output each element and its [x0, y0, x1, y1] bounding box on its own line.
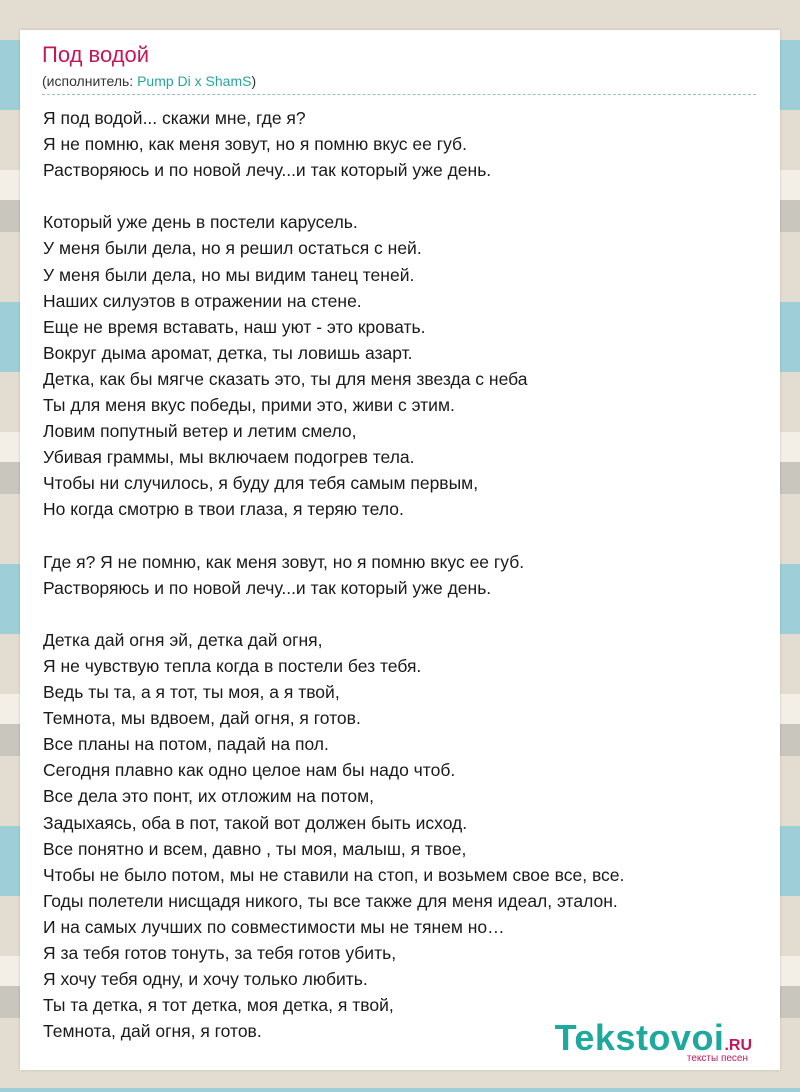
- lyric-line: Я хочу тебя одну, и хочу только любить.: [43, 969, 368, 990]
- artist-suffix: ): [251, 73, 257, 89]
- stanza: [43, 105, 763, 183]
- artist-line: [42, 73, 256, 89]
- lyric-line: Где я? Я не помню, как меня зовут, но я помню вкус ее губ.: [43, 551, 525, 572]
- lyric-line: Детка, как бы мягче сказать это, ты для меня звезда с неба: [43, 368, 528, 389]
- lyric-line: Убивая граммы, мы включаем подогрев тела.: [43, 447, 415, 468]
- lyric-line: Все дела это понт, их отложим на потом,: [43, 786, 375, 807]
- lyric-line: Чтобы не было потом, мы не ставили на стоп, и возьмем свое все, все.: [43, 864, 625, 885]
- lyric-line: Который уже день в постели карусель.: [43, 212, 358, 233]
- lyric-line: Задыхаясь, оба в пот, такой вот должен быть исход.: [43, 812, 468, 833]
- lyric-line: Все понятно и всем, давно , ты моя, малыш, я твое,: [43, 838, 467, 859]
- lyric-line: Сегодня плавно как одно целое нам бы надо чтоб.: [43, 760, 456, 781]
- lyric-line: Я за тебя готов тонуть, за тебя готов убить,: [43, 943, 397, 963]
- lyric-line: Вокруг дыма аромат, детка, ты ловишь азарт.: [43, 342, 413, 363]
- lyric-line: Темнота, дай огня, я готов.: [43, 1021, 262, 1042]
- site-logo[interactable]: [555, 1017, 752, 1064]
- stanza: [43, 549, 763, 601]
- lyrics-card: [20, 30, 780, 1070]
- lyric-line: Годы полетели нисщадя никого, ты все также для меня идеал, эталон.: [43, 890, 618, 911]
- lyric-line: Ты для меня вкус победы, прими это, живи с этим.: [43, 395, 455, 416]
- lyrics-text: [43, 105, 763, 1070]
- song-title: Под водой: [42, 42, 150, 67]
- logo-name: Tekstovoi: [554, 1017, 725, 1058]
- lyric-line: Ведь ты та, а я тот, ты моя, а я твой,: [43, 682, 340, 703]
- lyric-line: Ты та детка, я тот детка, моя детка, я твой,: [43, 995, 394, 1016]
- lyric-line: Еще не время вставать, наш уют - это кровать.: [43, 316, 426, 337]
- lyric-line: Растворяюсь и по новой лечу...и так который уже день.: [43, 577, 492, 598]
- lyric-line: Детка дай огня эй, детка дай огня,: [43, 629, 323, 650]
- artist-prefix: (исполнитель:: [42, 73, 138, 89]
- stanza: [43, 627, 763, 1045]
- lyric-line: Но когда смотрю в твои глаза, я теряю тело.: [43, 499, 404, 520]
- lyric-line: Наших силуэтов в отражении на стене.: [43, 290, 362, 311]
- lyric-line: Я не чувствую тепла когда в постели без тебя.: [43, 655, 422, 676]
- lyric-line: Я под водой... скажи мне, где я?: [43, 108, 306, 128]
- lyric-line: Растворяюсь и по новой лечу...и так который уже день.: [43, 160, 492, 181]
- artist-link[interactable]: Pump Di x ShamS: [137, 73, 252, 89]
- lyric-line: Я не помню, как меня зовут, но я помню вкус ее губ.: [43, 134, 467, 155]
- lyric-line: Темнота, мы вдвоем, дай огня, я готов.: [43, 708, 361, 729]
- lyric-line: Все планы на потом, падай на пол.: [43, 734, 329, 755]
- lyric-line: У меня были дела, но мы видим танец теней.: [43, 264, 415, 285]
- stanza: [43, 209, 763, 522]
- lyric-line: Ловим попутный ветер и летим смело,: [43, 421, 357, 442]
- lyric-line: У меня были дела, но я решил остаться с ней.: [43, 238, 422, 259]
- lyric-line: И на самых лучших по совместимости мы не тянем но…: [43, 916, 505, 937]
- logo-tagline: тексты песен: [686, 1053, 748, 1064]
- title-divider: [42, 94, 756, 95]
- lyric-line: Чтобы ни случилось, я буду для тебя самым первым,: [43, 473, 479, 494]
- logo-tld: .RU: [724, 1037, 752, 1054]
